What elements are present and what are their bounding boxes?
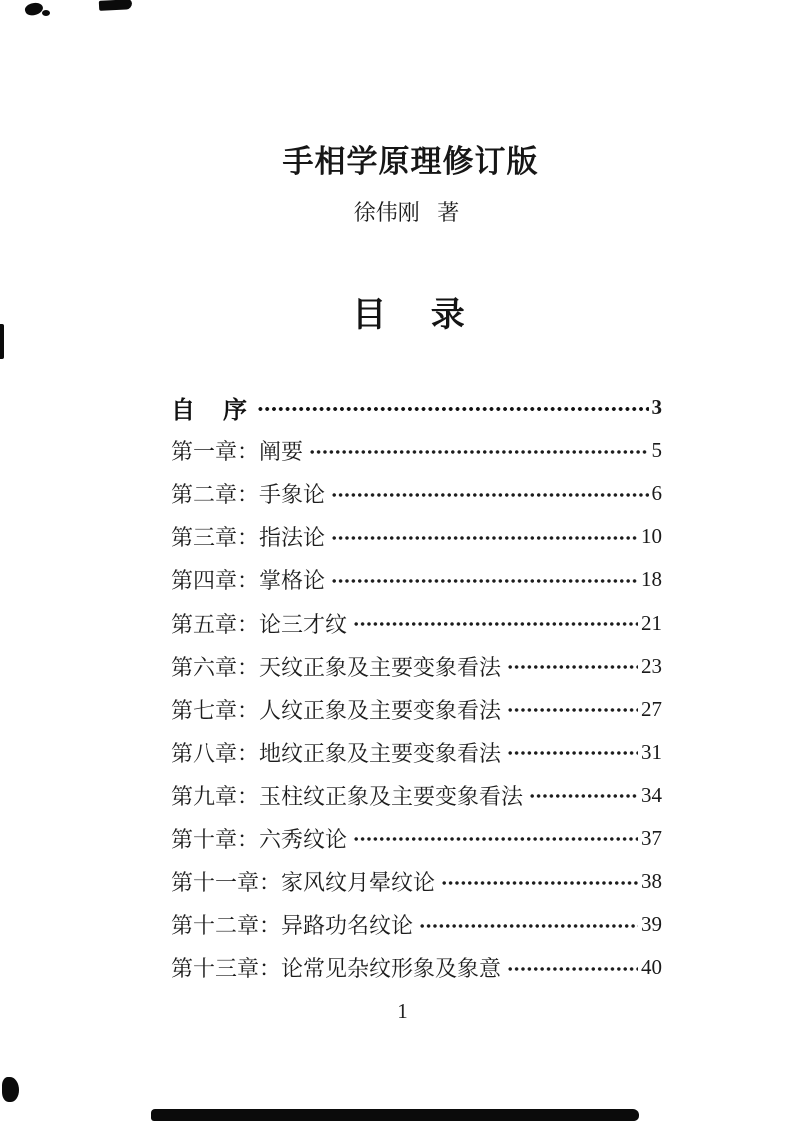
dot-leader xyxy=(441,880,638,886)
page-number: 1 xyxy=(397,999,408,1023)
toc-entry-page-number: 10 xyxy=(641,524,662,549)
dot-leader xyxy=(529,793,638,799)
toc-entry xyxy=(171,515,662,558)
toc-entry xyxy=(171,386,662,429)
toc-entry-page-number: 18 xyxy=(641,567,662,592)
toc-entry xyxy=(171,429,662,472)
toc-entry xyxy=(171,558,662,601)
toc-entry-label: 第三章：指法论 xyxy=(171,525,326,551)
toc-entry xyxy=(171,817,662,860)
toc-entry-label: 第七章：人纹正象及主要变象看法 xyxy=(171,697,502,723)
dot-leader xyxy=(507,966,638,972)
toc-entry xyxy=(171,645,662,688)
dot-leader xyxy=(507,664,638,670)
toc-entry-page-number: 3 xyxy=(651,395,662,420)
toc-entry-label: 第五章：论三才纹 xyxy=(171,611,348,637)
toc-entry-label: 第二章：手象论 xyxy=(171,482,326,508)
scan-artifact-top-dash xyxy=(99,0,132,11)
toc-entry-label: 第十二章：异路功名纹论 xyxy=(171,913,414,939)
toc-entry-label: 第十三章：论常见杂纹形象及象意 xyxy=(171,956,502,982)
toc-entry xyxy=(171,946,662,989)
dot-leader xyxy=(353,836,638,842)
toc-entry xyxy=(171,472,662,515)
dot-leader xyxy=(419,923,638,929)
scan-artifact-bottom-bar xyxy=(151,1109,639,1121)
toc-entry xyxy=(171,601,662,644)
scan-artifact-bottom-left-blob xyxy=(2,1077,19,1102)
toc-entry-label: 第八章：地纹正象及主要变象看法 xyxy=(171,740,502,766)
toc-entry-page-number: 37 xyxy=(641,825,662,850)
toc-entry-page-number: 21 xyxy=(641,610,662,635)
author-byline: 徐伟刚 著 xyxy=(353,200,460,225)
dot-leader xyxy=(507,707,638,713)
toc-entry-page-number: 38 xyxy=(641,869,662,894)
toc-entry-page-number: 5 xyxy=(651,438,662,463)
toc-heading: 目 录 xyxy=(352,297,465,334)
dot-leader xyxy=(331,578,638,584)
toc-entry-label: 第十一章：家风纹月晕纹论 xyxy=(171,870,436,896)
toc-entry xyxy=(171,688,662,731)
dot-leader xyxy=(257,406,649,412)
toc-entry-label: 第九章：玉柱纹正象及主要变象看法 xyxy=(171,783,524,809)
toc-entry-page-number: 39 xyxy=(641,912,662,937)
toc-entry-label: 第十章：六秀纹论 xyxy=(171,826,348,852)
toc-entry-label: 自 序 xyxy=(171,398,247,425)
dot-leader xyxy=(353,621,638,627)
scan-artifact-top-left-dot xyxy=(42,10,50,16)
toc-entry xyxy=(171,860,662,903)
scan-artifact-left-edge-line xyxy=(0,324,4,359)
toc-entry-label: 第四章：掌格论 xyxy=(171,568,326,594)
toc-entry-label: 第六章：天纹正象及主要变象看法 xyxy=(171,654,502,680)
dot-leader xyxy=(507,750,638,756)
toc-entry-page-number: 31 xyxy=(641,739,662,764)
toc-entry-page-number: 27 xyxy=(641,696,662,721)
book-title: 手相学原理修订版 xyxy=(282,144,539,179)
table-of-contents xyxy=(171,386,662,989)
toc-entry-page-number: 34 xyxy=(641,782,662,807)
toc-entry-page-number: 23 xyxy=(641,653,662,678)
toc-entry xyxy=(171,774,662,817)
toc-entry-label: 第一章：阐要 xyxy=(171,439,304,465)
dot-leader xyxy=(331,492,648,498)
toc-entry xyxy=(171,731,662,774)
toc-entry-page-number: 6 xyxy=(651,481,662,506)
dot-leader xyxy=(309,449,648,455)
dot-leader xyxy=(331,535,638,541)
toc-entry-page-number: 40 xyxy=(641,955,662,980)
toc-entry xyxy=(171,903,662,946)
scan-artifact-top-left-blob xyxy=(24,1,45,18)
